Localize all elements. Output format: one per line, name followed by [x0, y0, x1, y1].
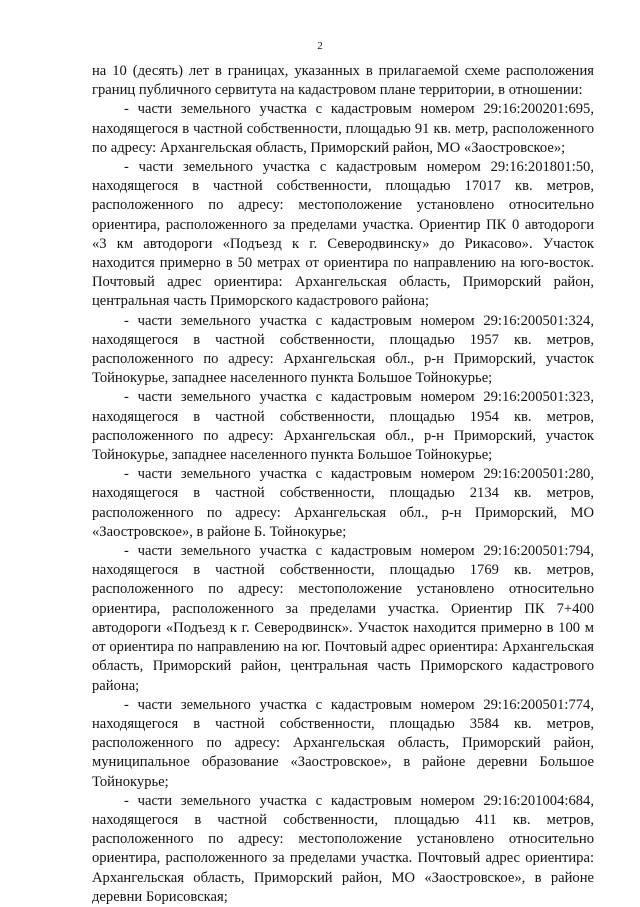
- page-number: 2: [317, 40, 323, 52]
- list-item: - части земельного участка с кадастровым номером 29:16:201004:684, находящегося в частной собственности, площадью 411 кв. метров, расположенного по адресу: местоположение установлено относительно ориентира, расположенного за пределами участка. Почтовый адрес ориентира: Архангельская область, Приморский район, МО «Заостровское», в районе деревни Борисовская;: [92, 792, 594, 905]
- list-item: - части земельного участка с кадастровым номером 29:16:200201:695, находящегося в частной собственности, площадью 91 кв. метр, расположенного по адресу: Архангельская область, Приморский район, МО «Заостровское»;: [92, 101, 594, 156]
- intro-paragraph: на 10 (десять) лет в границах, указанных в прилагаемой схеме расположения границ публичного сервитута на кадастровом плане территории, в отношении:: [92, 63, 594, 99]
- list-item: - части земельного участка с кадастровым номером 29:16:200501:323, находящегося в частной собственности, площадью 1954 кв. метров, расположенного по адресу: Архангельская обл., р-н Приморский, участок Тойнокурье, западнее населенного пункта Большое Тойнокурье;: [92, 389, 594, 464]
- list-item: - части земельного участка с кадастровым номером 29:16:201801:50, находящегося в частной собственности, площадью 17017 кв. метров, расположенного по адресу: местоположение установлено относительно ориентира, расположенного за пределами участка. Ориентир ПК 0 автодороги «3 км автодороги «Подъезд к г. Северодвинску» до Рикасово». Участок находится примерно в 50 метрах от ориентира по направлению на юго-восток. Почтовый адрес ориентира: Архангельская область, Приморский район, центральная часть Приморского кадастрового района;: [92, 159, 594, 310]
- list-item: - части земельного участка с кадастровым номером 29:16:200501:280, находящегося в частной собственности, площадью 2134 кв. метров, расположенного по адресу: Архангельская обл., р-н Приморский, МО «Заостровское», в районе Б. Тойнокурье;: [92, 466, 594, 540]
- document-body: [92, 62, 594, 907]
- list-item: - части земельного участка с кадастровым номером 29:16:200501:324, находящегося в частной собственности, площадью 1957 кв. метров, расположенного по адресу: Архангельская обл., р-н Приморский, участок Тойнокурье, западнее населенного пункта Большое Тойнокурье;: [92, 312, 594, 387]
- list-item: - части земельного участка с кадастровым номером 29:16:200501:794, находящегося в частной собственности, площадью 1769 кв. метров, расположенного по адресу: местоположение установлено относительно ориентира, расположенного за пределами участка. Ориентир ПК 7+400 автодороги «Подъезд к г. Северодвинск». Участок находится примерно в 100 м от ориентира по направлению на юг. Почтовый адрес ориентира: Архангельская область, Приморский район, центральная часть Приморского кадастрового района;: [92, 543, 594, 694]
- list-item: - части земельного участка с кадастровым номером 29:16:200501:774, находящегося в частной собственности, площадью 3584 кв. метров, расположенного по адресу: Архангельская область, Приморский район, муниципальное образование «Заостровское», в районе деревни Большое Тойнокурье;: [92, 696, 594, 790]
